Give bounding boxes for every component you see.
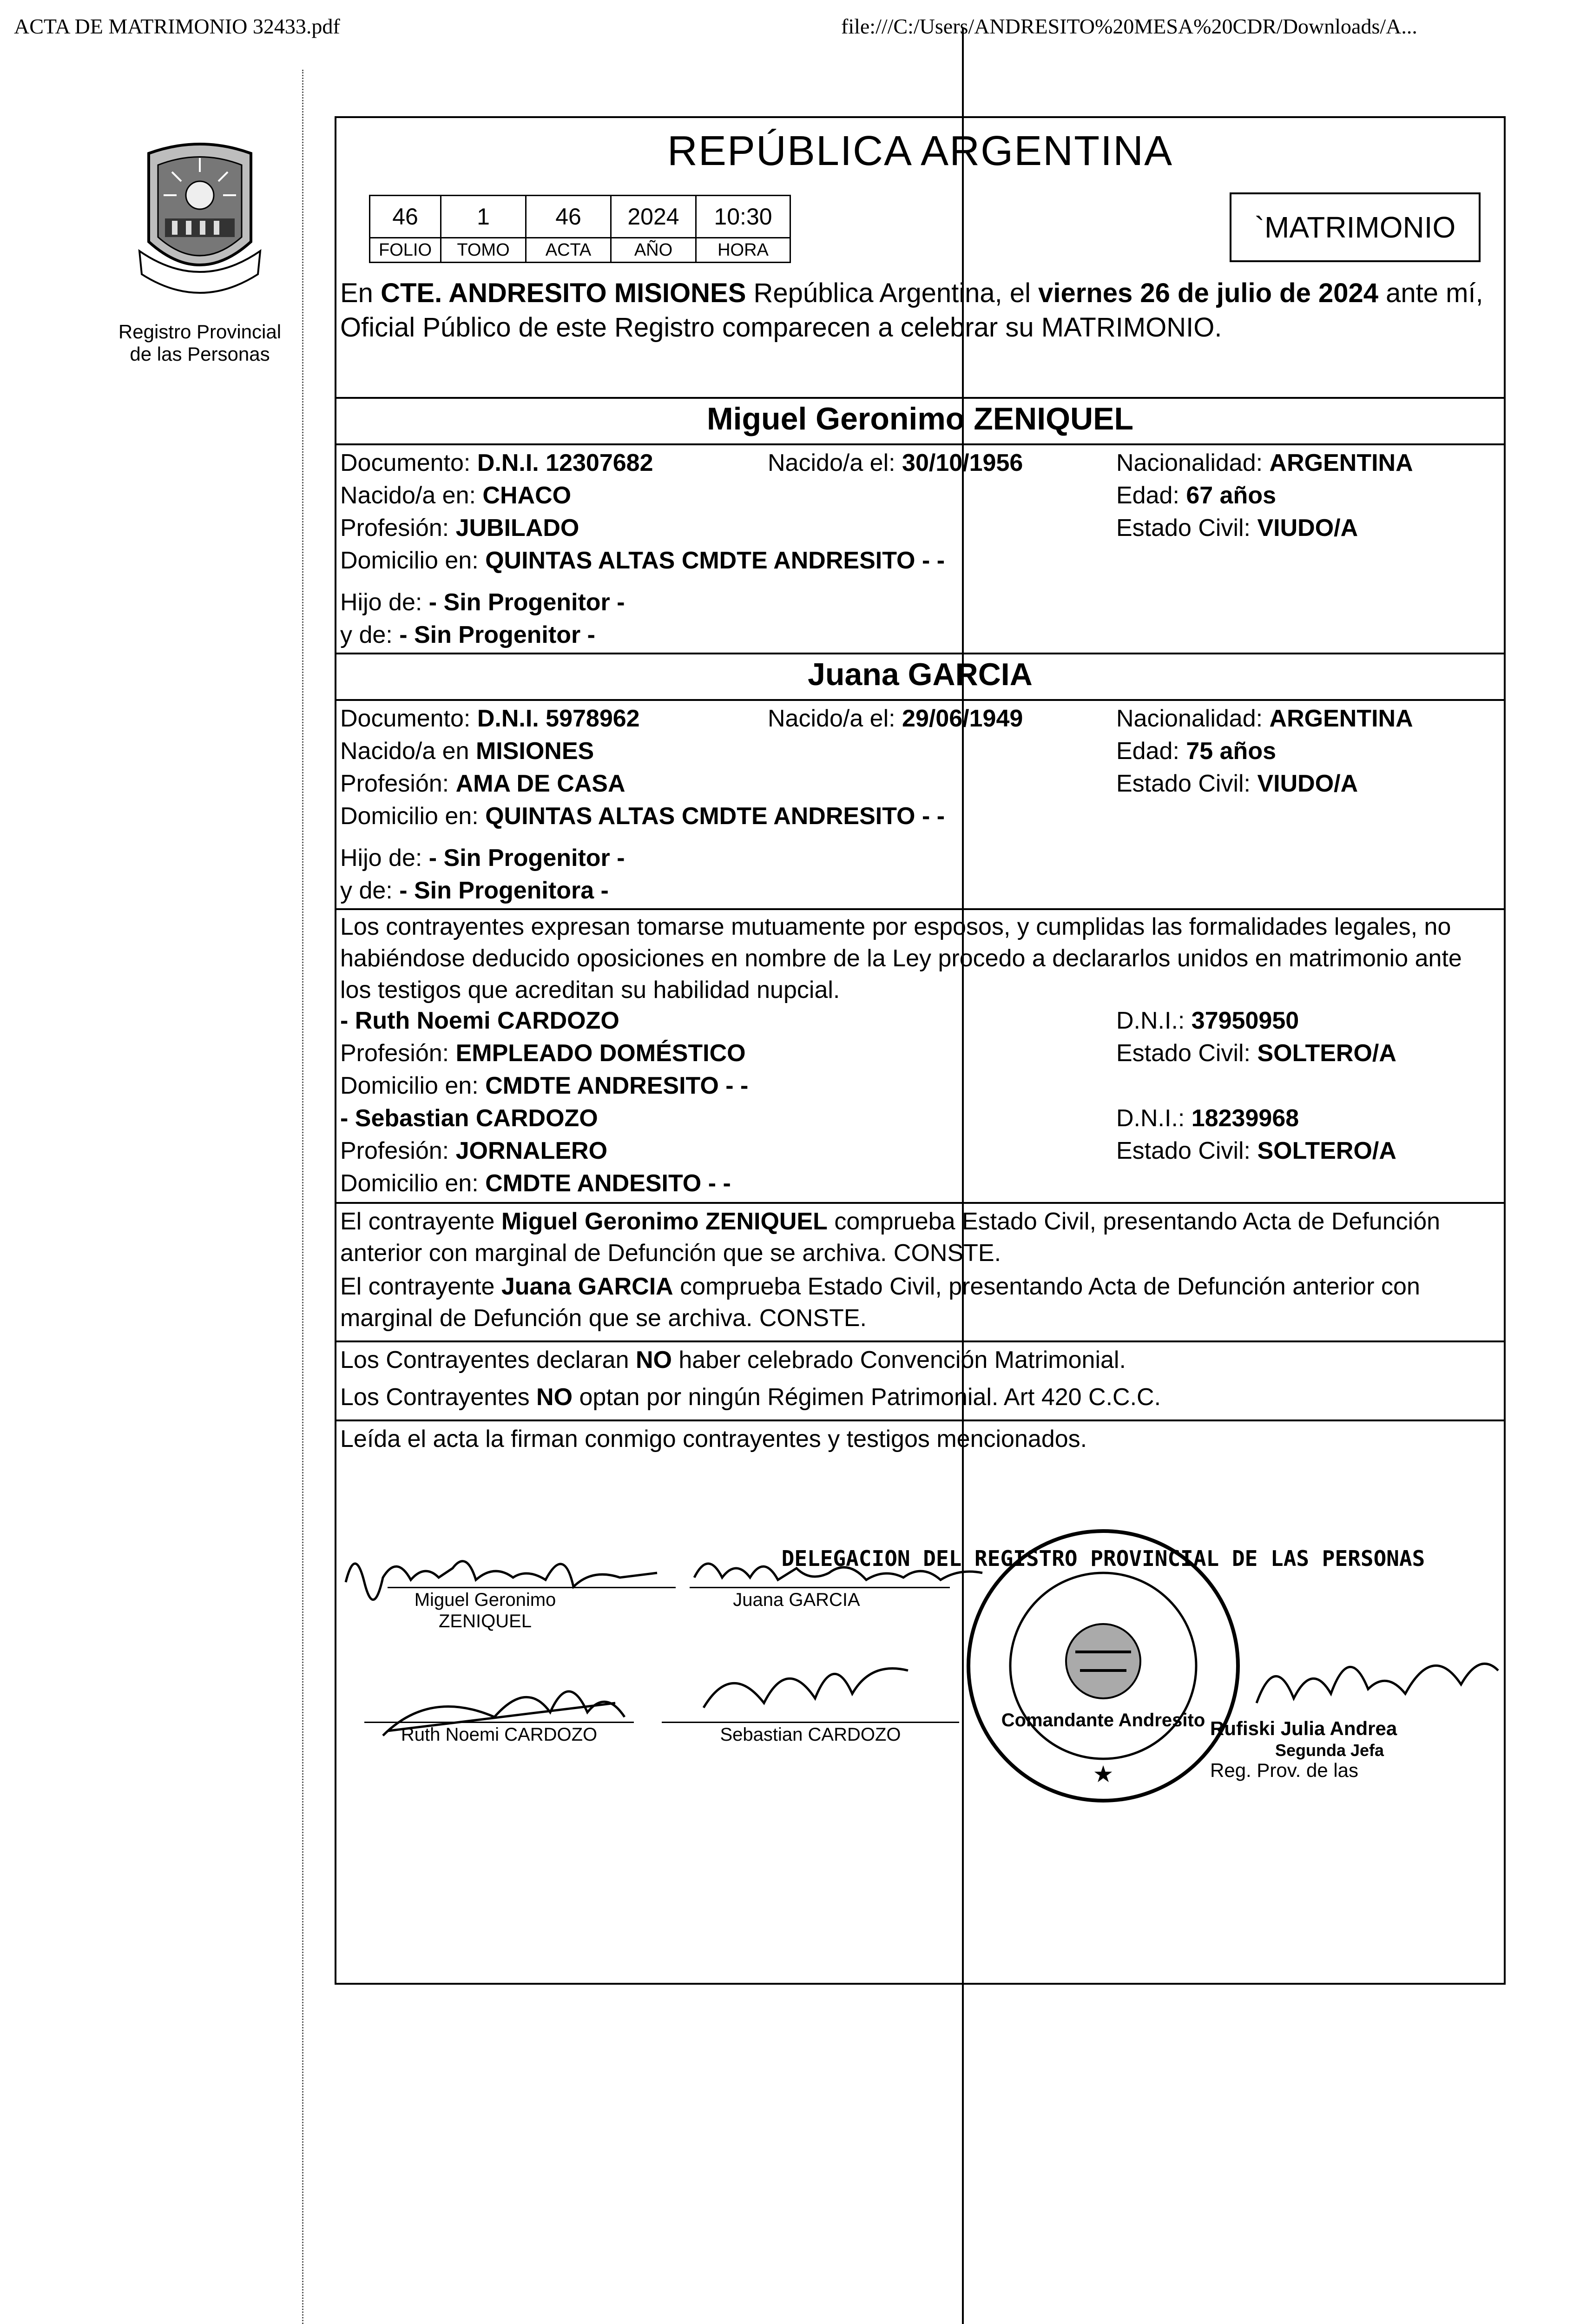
divider — [336, 1202, 1504, 1204]
signature-line — [364, 1722, 634, 1723]
spouse2-row2: Nacido/a en MISIONES Edad: 75 años — [340, 738, 1276, 765]
spouse1-row1: Documento: D.N.I. 12307682 Nacido/a el: 30/10/1956 Nacionalidad: ARGENTINA — [340, 449, 1413, 476]
certificate-frame — [335, 116, 1506, 1985]
signature-line — [690, 1587, 950, 1588]
note-regime: Los Contrayentes NO optan por ningún Régimen Patrimonial. Art 420 C.C.C. — [340, 1384, 1161, 1411]
signature-line — [388, 1587, 676, 1588]
spouse1-row3: Profesión: JUBILADO Estado Civil: VIUDO/A — [340, 515, 1358, 541]
witness2-job-row: Profesión: JORNALERO Estado Civil: SOLTERO/A — [340, 1137, 1396, 1164]
divider — [336, 1419, 1504, 1421]
folio-label: FOLIO — [370, 238, 441, 263]
registry-table — [369, 195, 791, 263]
note-convention: Los Contrayentes declaran NO haber celebrado Convención Matrimonial. — [340, 1347, 1126, 1373]
signature-label-sebastian: Sebastian CARDOZO — [720, 1724, 901, 1745]
divider — [336, 1340, 1504, 1342]
anio-value: 2024 — [611, 196, 696, 238]
spouse2-parent2: y de: - Sin Progenitora - — [340, 877, 609, 904]
closing-text: Leída el acta la firman conmigo contrayentes y testigos mencionados. — [340, 1426, 1087, 1452]
print-path: file:///C:/Users/ANDRESITO%20MESA%20CDR/Downloads/A... — [841, 14, 1417, 38]
note-spouse1: El contrayente Miguel Geronimo ZENIQUEL comprueba Estado Civil, presentando Acta de Defunción anterior con marginal de Defunción que se archiva. CONSTE. — [340, 1208, 1441, 1267]
country-title: REPÚBLICA ARGENTINA — [667, 128, 1173, 174]
print-filename: ACTA DE MATRIMONIO 32433.pdf — [14, 14, 340, 38]
signature-label-juana: Juana GARCIA — [733, 1590, 860, 1610]
folio-value: 46 — [370, 196, 441, 238]
divider — [336, 653, 1504, 654]
spouse1-row2: Nacido/a en: CHACO Edad: 67 años — [340, 482, 1276, 509]
divider — [336, 397, 1504, 399]
divider — [336, 699, 1504, 701]
margin-dotted-line — [302, 70, 313, 2324]
spouse1-parent1: Hijo de: - Sin Progenitor - — [340, 589, 625, 616]
witness1-address: Domicilio en: CMDTE ANDRESITO - - — [340, 1072, 749, 1099]
provincial-seal-icon — [130, 139, 270, 316]
svg-text:★: ★ — [1093, 1761, 1114, 1787]
stamp-ring-text: DELEGACION DEL REGISTRO PROVINCIAL DE LAS PERSONAS — [781, 1546, 1425, 1571]
spouse1-address: Domicilio en: QUINTAS ALTAS CMDTE ANDRESITO - - — [340, 547, 945, 574]
hora-value: 10:30 — [696, 196, 790, 238]
print-header — [0, 14, 1580, 51]
anio-label: AÑO — [611, 238, 696, 263]
signature-line — [662, 1722, 959, 1723]
spouse2-row1: Documento: D.N.I. 5978962 Nacido/a el: 29/06/1949 Nacionalidad: ARGENTINA — [340, 705, 1413, 732]
witness1-job-row: Profesión: EMPLEADO DOMÉSTICO Estado Civil: SOLTERO/A — [340, 1040, 1396, 1067]
spouse2-address: Domicilio en: QUINTAS ALTAS CMDTE ANDRESITO - - — [340, 803, 945, 830]
official-name: Rufiski Julia Andrea — [1210, 1717, 1397, 1739]
signature-sebastian-icon — [694, 1643, 917, 1726]
tomo-value: 1 — [441, 196, 526, 238]
signature-label-miguel: Miguel Geronimo ZENIQUEL — [414, 1590, 556, 1631]
stamp-center-text: Comandante Andresito — [1001, 1710, 1205, 1730]
note-spouse2: El contrayente Juana GARCIA comprueba Estado Civil, presentando Acta de Defunción anterior con marginal de Defunción que se archiva. CONSTE. — [340, 1273, 1420, 1332]
divider — [336, 908, 1504, 910]
spouse2-row3: Profesión: AMA DE CASA Estado Civil: VIUDO/A — [340, 770, 1358, 797]
logo-caption-line2: de las Personas — [130, 343, 270, 365]
official-office: Reg. Prov. de las — [1210, 1759, 1359, 1781]
act-type-box: `MATRIMONIO — [1230, 192, 1481, 262]
declaration-text: Los contrayentes expresan tomarse mutuamente por esposos, y cumplidas las formalidades legales, no habiéndose deducido oposiciones en nombre de la Ley procedo a declararlos unidos en matrimonio ante los testigos que acreditan su habilidad nupcial. — [340, 913, 1462, 1004]
logo-caption-line1: Registro Provincial — [118, 321, 282, 343]
signature-label-ruth: Ruth Noemi CARDOZO — [401, 1724, 598, 1745]
signature-official-icon — [1247, 1633, 1508, 1726]
registry-logo — [88, 139, 311, 365]
hora-label: HORA — [696, 238, 790, 263]
spouse1-parent2: y de: - Sin Progenitor - — [340, 621, 595, 648]
witness2-address: Domicilio en: CMDTE ANDESITO - - — [340, 1170, 731, 1197]
acta-label: ACTA — [526, 238, 611, 263]
tomo-label: TOMO — [441, 238, 526, 263]
spouse2-name: Juana GARCIA — [808, 657, 1033, 692]
witness2-name-row: - Sebastian CARDOZO D.N.I.: 18239968 — [340, 1105, 1299, 1132]
divider — [336, 443, 1504, 445]
spouse1-name: Miguel Geronimo ZENIQUEL — [706, 401, 1134, 436]
spouse2-parent1: Hijo de: - Sin Progenitor - — [340, 845, 625, 872]
acta-value: 46 — [526, 196, 611, 238]
witness1-name-row: - Ruth Noemi CARDOZO D.N.I.: 37950950 — [340, 1007, 1299, 1034]
official-role: Segunda Jefa — [1275, 1741, 1384, 1760]
intro-text: En CTE. ANDRESITO MISIONES República Argentina, el viernes 26 de julio de 2024 ante mí, Oficial Público de este Registro comparecen a celebrar su MATRIMONIO. — [340, 278, 1483, 343]
